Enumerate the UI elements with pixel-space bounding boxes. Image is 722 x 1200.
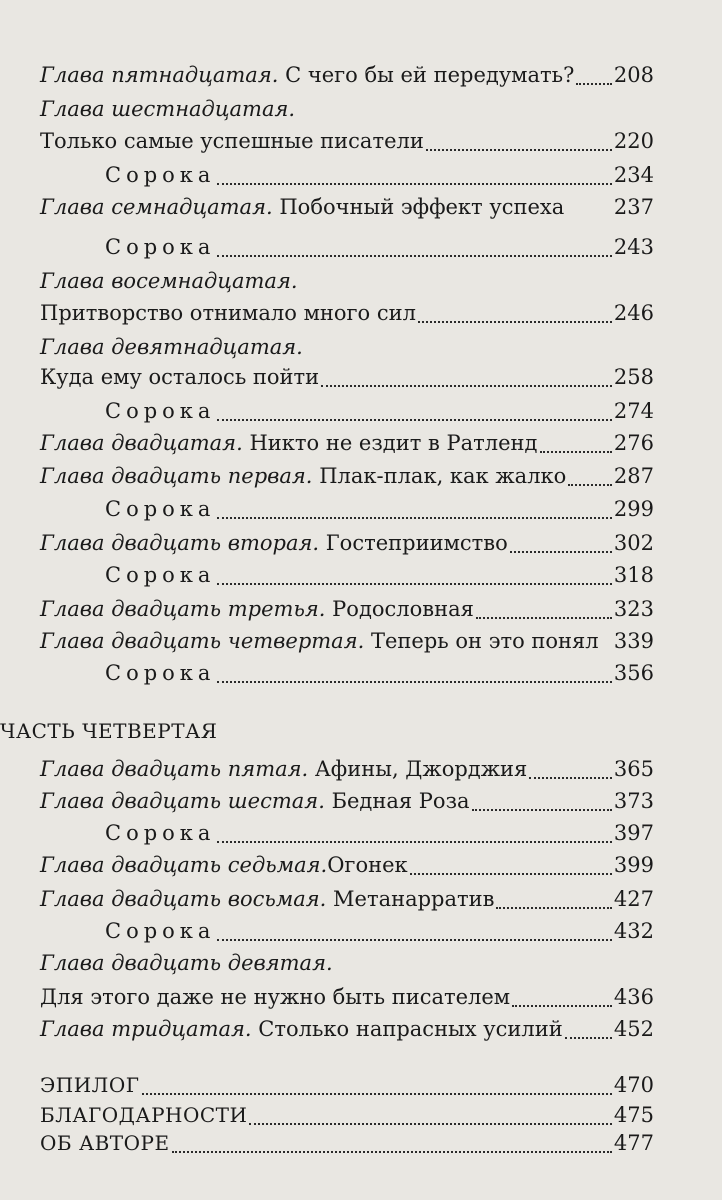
toc-entry-chapter-16-title (40, 124, 654, 158)
leader-dots (510, 530, 612, 553)
toc-entry-soroka (105, 558, 654, 592)
leader-dots (472, 788, 612, 811)
chapter-label: Глава пятнадцатая. (40, 63, 279, 87)
leader-dots (565, 1016, 612, 1039)
chapter-label: Глава двадцать шестая. (40, 789, 325, 813)
page-number: 302 (613, 531, 654, 555)
part-four-heading (0, 714, 700, 748)
chapter-label: Глава двадцатая. (40, 431, 243, 455)
chapter-label: Глава шестнадцатая. (40, 97, 296, 121)
chapter-title: Теперь он это понял (370, 629, 599, 653)
chapter-title: Куда ему осталось пойти (40, 365, 320, 389)
leader-dots (576, 62, 612, 85)
toc-entry-chapter-26 (40, 784, 654, 818)
page-number: 323 (613, 597, 654, 621)
chapter-title: Побочный эффект успеха (279, 195, 565, 219)
chapter-title: Только самые успешные писатели (40, 129, 424, 153)
chapter-title: Афины, Джорджия (314, 757, 528, 781)
epilogue-label: ЭПИЛОГ (40, 1073, 140, 1097)
chapter-title: Огонек (327, 853, 408, 877)
chapter-label: Глава двадцать четвертая. (40, 629, 365, 653)
toc-entry-soroka (105, 492, 654, 526)
leader-dots (217, 820, 611, 843)
toc-entry-chapter-22 (40, 526, 654, 560)
page-number: 220 (613, 129, 654, 153)
acknowledgements-label: БЛАГОДАРНОСТИ (40, 1103, 248, 1127)
page-number: 470 (613, 1073, 654, 1097)
chapter-label: Глава семнадцатая. (40, 195, 273, 219)
leader-dots (426, 128, 612, 151)
toc-entry-chapter-19-title (40, 360, 654, 394)
leader-dots (418, 300, 612, 323)
toc-entry-chapter-17 (40, 190, 654, 224)
toc-entry-about-author (40, 1126, 654, 1160)
page-number: 475 (613, 1103, 654, 1127)
leader-dots (217, 398, 611, 421)
page-number: 356 (613, 661, 654, 685)
toc-entry-soroka (105, 816, 654, 850)
page-number: 397 (613, 821, 654, 845)
toc-entry-chapter-18-title (40, 296, 654, 330)
toc-entry-epilogue (40, 1068, 654, 1102)
chapter-title: С чего бы ей передумать? (285, 63, 575, 87)
chapter-label: Глава двадцать вторая. (40, 531, 320, 555)
page-number: 234 (613, 163, 654, 187)
toc-entry-soroka (105, 914, 654, 948)
page-number: 432 (613, 919, 654, 943)
chapter-label: Глава двадцать третья. (40, 597, 326, 621)
chapter-label: Глава девятнадцатая. (40, 335, 303, 359)
chapter-label: Глава двадцать первая. (40, 464, 313, 488)
leader-dots (172, 1130, 612, 1153)
toc-entry-chapter-29-label (40, 946, 654, 980)
soroka-label: Сорока (105, 821, 216, 845)
toc-entry-chapter-19-label (40, 330, 654, 364)
toc-entry-soroka (105, 656, 654, 690)
page-number: 477 (613, 1131, 654, 1155)
toc-entry-chapter-21 (40, 459, 654, 493)
leader-dots (142, 1072, 612, 1095)
chapter-label: Глава двадцать девятая. (40, 951, 333, 975)
leader-dots (476, 596, 612, 619)
toc-entry-chapter-29-title (40, 980, 654, 1014)
chapter-title: Никто не ездит в Ратленд (249, 431, 538, 455)
leader-dots (249, 1102, 611, 1125)
leader-dots (410, 852, 612, 875)
part-title: ЧАСТЬ ЧЕТВЕРТАЯ (0, 719, 218, 743)
page-number: 299 (613, 497, 654, 521)
toc-entry-chapter-27 (40, 848, 654, 882)
page-number: 318 (613, 563, 654, 587)
soroka-label: Сорока (105, 163, 216, 187)
soroka-label: Сорока (105, 661, 216, 685)
toc-entry-chapter-28 (40, 882, 654, 916)
leader-dots (217, 162, 611, 185)
toc-entry-soroka (105, 230, 654, 264)
soroka-label: Сорока (105, 235, 216, 259)
toc-entry-chapter-20 (40, 426, 654, 460)
chapter-title: Гостеприимство (325, 531, 508, 555)
chapter-title: Бедная Роза (331, 789, 470, 813)
chapter-title: Для этого даже не нужно быть писателем (40, 985, 511, 1009)
chapter-label: Глава тридцатая. (40, 1017, 252, 1041)
page-number: 237 (613, 195, 654, 219)
chapter-label: Глава двадцать восьмая. (40, 887, 327, 911)
leader-dots (217, 660, 611, 683)
page-number: 276 (613, 431, 654, 455)
page-number: 274 (613, 399, 654, 423)
page-number: 427 (613, 887, 654, 911)
leader-dots (217, 234, 611, 257)
toc-entry-soroka (105, 158, 654, 192)
soroka-label: Сорока (105, 563, 216, 587)
page-number: 399 (613, 853, 654, 877)
page-number: 339 (613, 629, 654, 653)
leader-dots (217, 562, 611, 585)
toc-entry-chapter-24 (40, 624, 654, 658)
soroka-label: Сорока (105, 497, 216, 521)
page-number: 436 (613, 985, 654, 1009)
toc-entry-chapter-15 (40, 58, 654, 92)
about-author-label: ОБ АВТОРЕ (40, 1131, 170, 1155)
page-number: 258 (613, 365, 654, 389)
chapter-title: Столько напрасных усилий (258, 1017, 563, 1041)
soroka-label: Сорока (105, 399, 216, 423)
leader-dots (217, 918, 611, 941)
page-number: 246 (613, 301, 654, 325)
page-number: 243 (613, 235, 654, 259)
leader-dots (321, 364, 612, 387)
toc-entry-soroka (105, 394, 654, 428)
leader-dots (540, 430, 612, 453)
toc-entry-chapter-30 (40, 1012, 654, 1046)
toc-entry-chapter-25 (40, 752, 654, 786)
page-number: 287 (613, 464, 654, 488)
leader-dots (496, 886, 611, 909)
leader-dots (512, 984, 612, 1007)
chapter-title: Метанарратив (333, 887, 495, 911)
toc-entry-chapter-23 (40, 592, 654, 626)
page-number: 208 (613, 63, 654, 87)
leader-dots (217, 496, 611, 519)
leader-dots (568, 463, 612, 486)
page-number: 365 (613, 757, 654, 781)
page-number: 452 (613, 1017, 654, 1041)
leader-dots (529, 756, 612, 779)
chapter-title: Плак-плак, как жалко (319, 464, 567, 488)
chapter-label: Глава восемнадцатая. (40, 269, 298, 293)
page-number: 373 (613, 789, 654, 813)
toc-entry-chapter-16-label (40, 92, 654, 126)
chapter-title: Притворство отнимало много сил (40, 301, 416, 325)
soroka-label: Сорока (105, 919, 216, 943)
chapter-label: Глава двадцать пятая. (40, 757, 309, 781)
chapter-title: Родословная (332, 597, 474, 621)
chapter-label: Глава двадцать седьмая. (40, 853, 328, 877)
toc-entry-chapter-18-label (40, 264, 654, 298)
